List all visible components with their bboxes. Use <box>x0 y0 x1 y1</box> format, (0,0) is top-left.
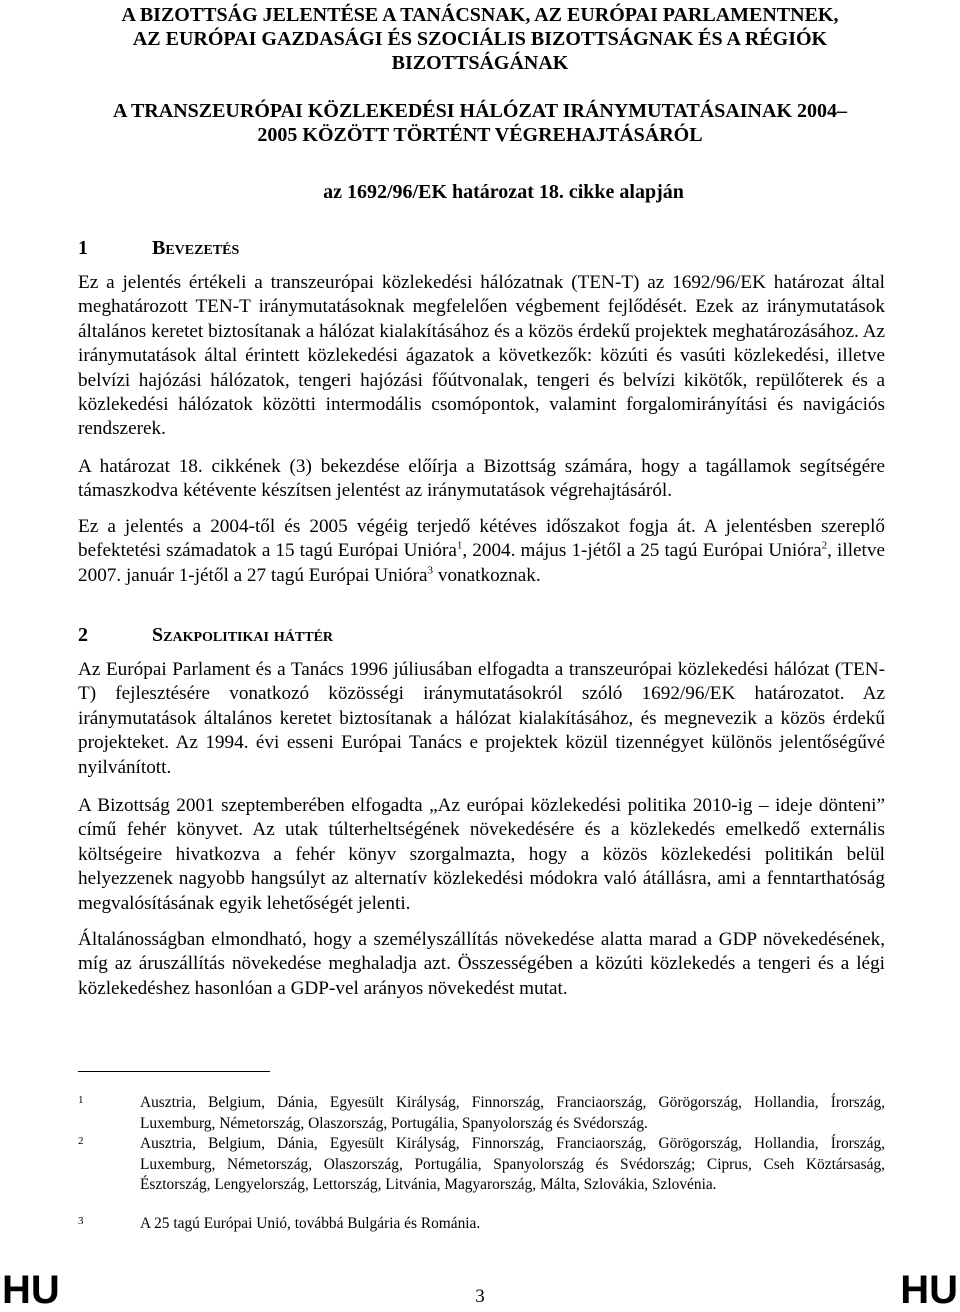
footnote-ref[interactable]: 1 <box>456 540 463 553</box>
section-title: Szakpolitikai háttér <box>152 624 334 646</box>
paragraph: Ez a jelentés értékeli a transzeurópai közlekedési hálózatnak (TEN-T) az 1692/96/EK határozat által meghatározott TEN-T iránymutatásoknak megfelelően végbement fejlődését. Ezek az iránymutatások általános keretet biztosítanak a hálózat kialakításához és a közös érdekű projektek meghatározásához. Az iránymutatások által érintett közlekedési ágazatok a következők: közúti és vasúti közlekedési, illetve belvízi hajózási hálózatok, tengeri hajózási főútvonalak, tengeri és belvízi kikötők, repülőterek és a közlekedési hálózatok közötti intermodális csomópontok, valamint forgalomirányítási és navigációs rendszerek. <box>78 272 885 440</box>
legal-basis <box>0 180 960 204</box>
footer-language-right: HU <box>900 1268 958 1312</box>
footnote-ref[interactable]: 2 <box>821 540 828 553</box>
title-line: BIZOTTSÁGÁNAK <box>391 52 569 74</box>
paragraph: A Bizottság 2001 szeptemberében elfogadta „Az európai közlekedési politika 2010-ig – ideje dönteni” című fehér könyvet. Az utak túlterheltségének növekedésére és a közlekedés emelkedő externális költségeire hivatkozva a fehér könyv szorgalmazta, hogy a közös közlekedési politikán belül helyezzenek nagyobb hangsúlyt az alternatív közlekedési módokra való átállásra, ami a fenntarthatóság megvalósításának egyik lehetőségét jelenti. <box>78 795 885 914</box>
legal-basis-text: az 1692/96/EK határozat 18. cikke alapján <box>323 181 684 203</box>
paragraph: A határozat 18. cikkének (3) bekezdése előírja a Bizottság számára, hogy a tagállamok segítségére támaszkodva kétévente készítsen jelentést az iránymutatások végrehajtásáról. <box>78 456 885 502</box>
paragraph: Általánosságban elmondható, hogy a személyszállítás növekedése alatta marad a GDP növekedésének, míg az áruszállítás növekedése meghaladja azt. Összességében a közúti közlekedés a tengeri és a légi közlekedéshez hasonlóan a GDP-vel arányos növekedést mutat. <box>78 929 885 999</box>
page-number: 3 <box>475 1286 485 1307</box>
subtitle-line: 2005 KÖZÖTT TÖRTÉNT VÉGREHAJTÁSÁRÓL <box>257 124 703 146</box>
document-subtitle <box>0 99 960 147</box>
footnote <box>78 1214 885 1235</box>
footnote-mark: 3 <box>78 1215 84 1227</box>
section-heading-2 <box>78 623 333 647</box>
title-line: A BIZOTTSÁG JELENTÉSE A TANÁCSNAK, AZ EURÓPAI PARLAMENTNEK, <box>121 4 839 26</box>
document-title <box>0 3 960 75</box>
subtitle-line: A TRANSZEURÓPAI KÖZLEKEDÉSI HÁLÓZAT IRÁNYMUTATÁSAINAK 2004– <box>112 100 847 122</box>
footnote-text: Ausztria, Belgium, Dánia, Egyesült Királyság, Finnország, Franciaország, Görögország, Hollandia, Írország, Luxemburg, Németország, Olaszország, Portugália, Spanyolország és Svédország; Ciprus, Cseh Köztársaság, Észtország, Lengyelország, Lettország, Litvánia, Magyarország, Málta, Szlovákia, Szlovénia. <box>140 1135 885 1194</box>
paragraph: Az Európai Parlament és a Tanács 1996 júliusában elfogadta a transzeurópai közlekedési hálózat (TEN-T) fejlesztésére vonatkozó közösségi iránymutatásokról szóló 1692/96/EK határozatot. Az iránymutatások általános keretet biztosítanak a hálózat kialakításához, és megnevezik a közös érdekű projekteket. Az 1994. évi esseni Európai Tanács e projektek közül tizennégyet különös jelentőségűvé nyilvánított. <box>78 659 885 778</box>
footnote-text: A 25 tagú Európai Unió, továbbá Bulgária és Románia. <box>140 1215 481 1232</box>
paragraph: Ez a jelentés a 2004-től és 2005 végéig terjedő kétéves időszakot fogja át. A jelentésben szereplő befektetési számadatok a 15 tagú Európai Unióra$^1$, 2004. május 1-jétől a 25 tagú Európai Unióra$^2$, illetve 2007. január 1-jétől a 27 tagú Európai Unióra$^3$ vonatkoznak. <box>78 516 885 586</box>
title-line: AZ EURÓPAI GAZDASÁGI ÉS SZOCIÁLIS BIZOTTSÁGNAK ÉS A RÉGIÓK <box>132 28 828 50</box>
footnote <box>78 1093 885 1134</box>
section-title: Bevezetés <box>152 237 240 259</box>
section-number: 2 <box>78 624 88 646</box>
section-heading-1 <box>78 236 239 260</box>
footnote <box>78 1134 885 1196</box>
footnote-mark: 2 <box>78 1135 84 1147</box>
section-number: 1 <box>78 237 88 259</box>
footnote-mark: 1 <box>78 1094 84 1106</box>
footnote-separator <box>78 1071 270 1072</box>
footer-language-left: HU <box>2 1268 60 1312</box>
footnote-text: Ausztria, Belgium, Dánia, Egyesült Királyság, Finnország, Franciaország, Görögország, Hollandia, Írország, Luxemburg, Németország, Olaszország, Portugália, Spanyolország és Svédország. <box>140 1094 885 1132</box>
footnote-ref[interactable]: 3 <box>427 564 434 577</box>
